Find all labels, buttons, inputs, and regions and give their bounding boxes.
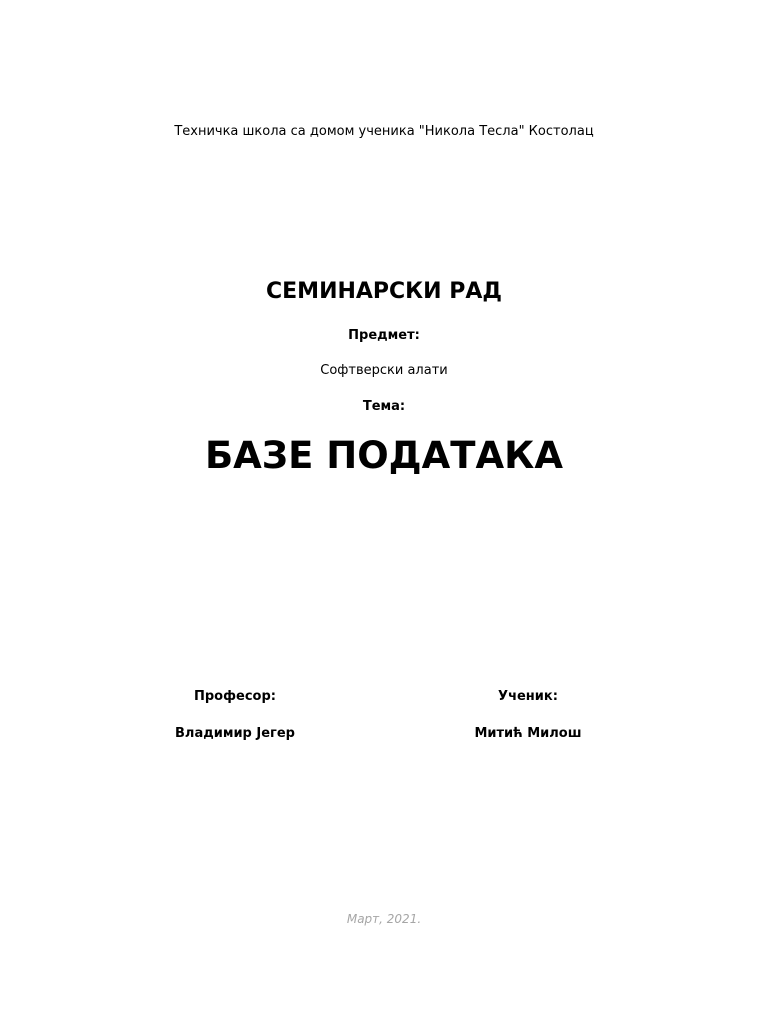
professor-label: Професор: — [194, 689, 276, 704]
subject-label: Предмет: — [348, 328, 420, 343]
topic-label: Тема: — [362, 399, 406, 414]
student-name: Митић Милош — [474, 726, 582, 741]
student-label: Ученик: — [498, 689, 558, 704]
school-name: Техничка школа са домом ученика "Никола Тесла" Костолац — [174, 124, 594, 139]
document-date: Март, 2021. — [346, 912, 422, 926]
subject-value: Софтверски алати — [320, 363, 448, 378]
document-type-heading: СЕМИНАРСКИ РАД — [266, 279, 502, 304]
topic-title: БАЗЕ ПОДАТАКА — [204, 434, 564, 477]
professor-name: Владимир Јегер — [175, 726, 295, 741]
